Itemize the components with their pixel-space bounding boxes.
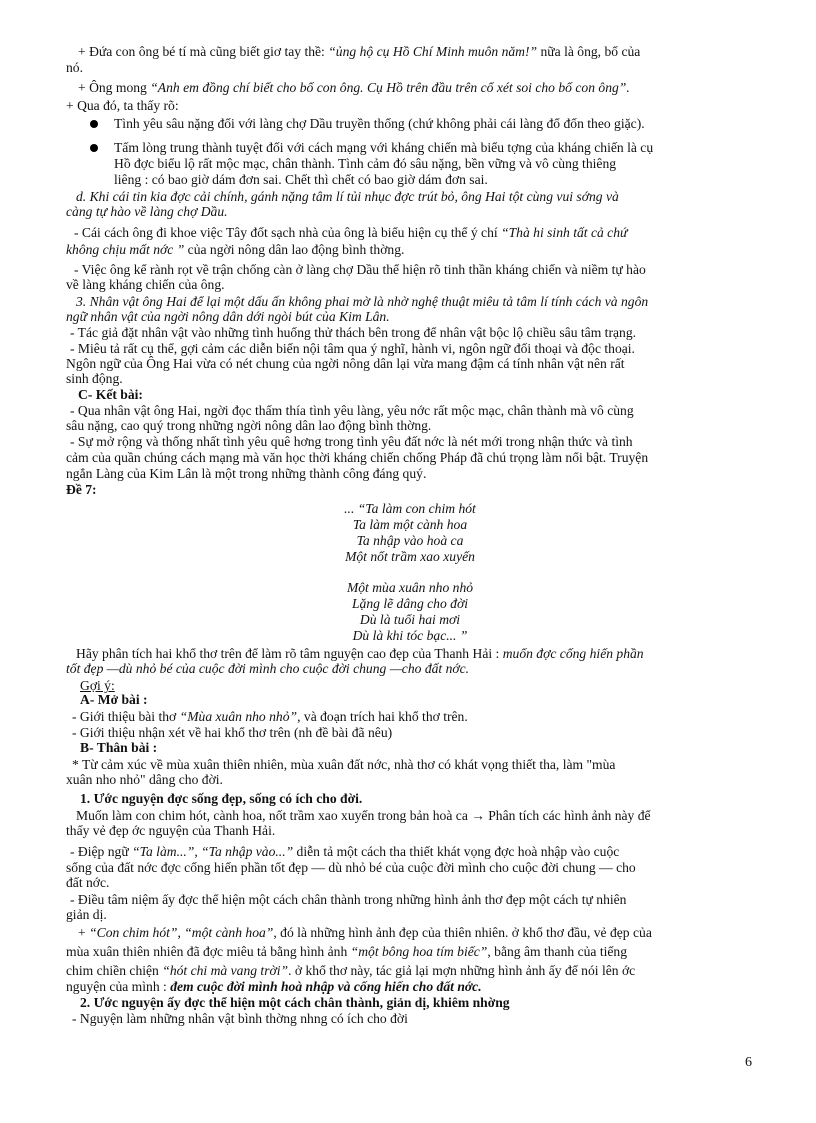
text-line: - Điều tâm niệm ấy đợc thể hiện một cách chân thành trong những hình ảnh thơ đẹp một cách tự nhiên <box>70 892 627 907</box>
arrow-right-icon: → <box>471 808 485 823</box>
text-line: chim chiền chiện “hót chi mà vang trời”. ở khổ thơ này, tác giả lại mợn những hình ảnh ấy để nói lên ớc <box>66 963 636 978</box>
text-line: + Ông mong “Anh em đồng chí biết cho bố con ông. Cụ Hồ trên đầu trên cổ xét soi cho bố con ông”. <box>78 80 630 95</box>
text-line: - Giới thiệu nhận xét về hai khổ thơ trên (nh đề bài đã nêu) <box>72 725 393 740</box>
poem-line: Dù là khi tóc bạc... ” <box>352 628 468 643</box>
text-line: - Qua nhân vật ông Hai, ngời đọc thấm thía tình yêu làng, yêu nớc rất mộc mạc, chân thành mà vô cùng <box>70 403 634 418</box>
text-line: - Tác giả đặt nhân vật vào những tình huống thử thách bên trong để nhân vật bộc lộ chiều sâu tâm trạng. <box>70 325 637 340</box>
bullet-item: Tình yêu sâu nặng đối với làng chợ Dầu truyền thống (chứ không phải cái làng đổ đốn theo giặc). <box>114 116 645 131</box>
text-line: ngắn Làng của Kim Lân là một trong những thành công đáng quý. <box>66 466 427 481</box>
text-line: sống của đất nớc đợc cống hiến phần tốt đẹp — dù nhỏ bé của cuộc đời mình cho cuộc đời chung — cho <box>66 860 636 875</box>
text-line: xuân nho nhỏ" dâng cho đời. <box>66 772 223 787</box>
bullet-icon <box>90 120 98 128</box>
text-line: không chịu mất nớc ” của ngời nông dân lao động bình thờng. <box>66 242 405 257</box>
text-line: giản dị. <box>66 907 107 922</box>
text-line: d. Khi cái tin kia đợc cải chính, gánh nặng tâm lí tủi nhục đợc trút bỏ, ông Hai tột cùng vui sớng và <box>76 189 619 204</box>
text-line: - Giới thiệu bài thơ “Mùa xuân nho nhỏ”, và đoạn trích hai khổ thơ trên. <box>72 709 468 724</box>
text-line: thấy vẻ đẹp ớc nguyện của Thanh Hải. <box>66 823 276 838</box>
poem-line: Một nốt trầm xao xuyến <box>345 549 475 564</box>
exercise-heading: Đề 7: <box>66 482 97 497</box>
poem-line: Ta làm một cành hoa <box>352 517 468 532</box>
text-line: - Miêu tả rất cụ thể, gợi cảm các diễn biến nội tâm qua ý nghĩ, hành vi, ngôn ngữ đối thoại và độc thoại. <box>70 341 635 356</box>
text-line: sinh động. <box>66 371 123 386</box>
sub-heading: 1. Ước nguyện đợc sống đẹp, sống có ích cho đời. <box>80 791 363 806</box>
bullet-icon <box>90 144 98 152</box>
text-line: - Điệp ngữ “Ta làm...”, “Ta nhập vào...” diễn tả một cách tha thiết khát vọng đợc hoà nhập vào cuộc <box>70 844 620 859</box>
text-line: Hồ đợc biểu lộ rất mộc mạc, chân thành. Tình cảm đó sâu nặng, bền vững và vô cùng thiêng <box>114 156 617 171</box>
poem-line: Dù là tuổi hai mơi <box>359 612 461 627</box>
sub-heading: 2. Ước nguyện ấy đợc thể hiện một cách chân thành, giản dị, khiêm nhờng <box>80 995 510 1010</box>
text-line: - Sự mở rộng và thống nhất tình yêu quê hơng trong tình yêu đất nớc là nét mới trong nhận thức và tình <box>70 434 633 449</box>
text-line: đất nớc. <box>66 875 110 890</box>
bullet-item: Tấm lòng trung thành tuyệt đối với cách mạng với kháng chiến mà biểu tợng của kháng chiến là cụ <box>114 140 654 155</box>
poem-line: ... “Ta làm con chim hót <box>344 501 476 516</box>
section-heading: C- Kết bài: <box>78 387 143 402</box>
text-line: nguyện của mình : đem cuộc đời mình hoà nhập và cống hiến cho đất nớc. <box>66 979 482 994</box>
section-heading: A- Mở bài : <box>80 692 148 707</box>
text-line: mùa xuân thiên nhiên đã đợc miêu tả bằng hình ảnh “một bông hoa tím biếc”, bằng âm thanh của tiếng <box>66 944 628 959</box>
text-line: 3. Nhân vật ông Hai để lại một dấu ấn không phai mờ là nhờ nghệ thuật miêu tả tâm lí tính cách và ngôn <box>76 294 649 309</box>
text-line: - Cái cách ông đi khoe việc Tây đốt sạch nhà của ông là biểu hiện cụ thể ý chí “Thà hi sinh tất cả chứ <box>74 225 628 240</box>
text-line: - Nguyện làm những nhân vật bình thờng nhng có ích cho đời <box>72 1011 408 1026</box>
text-line: * Từ cảm xúc về mùa xuân thiên nhiên, mùa xuân đất nớc, nhà thơ có khát vọng thiết tha, làm "mùa <box>72 757 616 772</box>
poem-line: Một mùa xuân nho nhỏ <box>346 580 474 595</box>
text-line: ngữ nhân vật của ngời nông dân dới ngòi bút của Kim Lân. <box>66 309 390 324</box>
page-number: 6 <box>745 1055 752 1070</box>
text-line: Gợi ý: <box>80 678 115 693</box>
text-line: liêng : có bao giờ dám đơn sai. Chết thì chết có bao giờ dám đơn sai. <box>114 172 488 187</box>
text-line: + Qua đó, ta thấy rõ: <box>66 98 179 113</box>
text-line: Hãy phân tích hai khổ thơ trên để làm rõ tâm nguyện cao đẹp của Thanh Hải : muốn đợc cống hiến phần <box>76 646 644 661</box>
text-line: sâu nặng, cao quý trong những ngời nông dân lao động bình thờng. <box>66 418 432 433</box>
text-line: + Đứa con ông bé tí mà cũng biết giơ tay thề: “ủng hộ cụ Hồ Chí Minh muôn năm!” nữa là ông, bố của <box>78 44 641 59</box>
text-line: tốt đẹp —dù nhỏ bé của cuộc đời mình cho cuộc đời chung —cho đất nớc. <box>66 661 470 676</box>
text-line: cảm của quần chúng cách mạng mà văn học thời kháng chiến chống Pháp đã chú trọng làm nổi bật. Truyện <box>66 450 649 465</box>
text-line: Muốn làm con chim hót, cành hoa, nốt trầm xao xuyến trong bản hoà ca → Phân tích các hình ảnh này để <box>76 808 651 823</box>
text-line: càng tự hào về làng chợ Dầu. <box>66 204 228 219</box>
text-line: Ngôn ngữ của Ông Hai vừa có nét chung của ngời nông dân lại vừa mang đậm cá tính nhân vật nên rất <box>66 356 625 371</box>
text-line: về làng kháng chiến của ông. <box>66 277 225 292</box>
text-line: nó. <box>66 60 83 75</box>
poem-line: Lặng lẽ dâng cho đời <box>352 596 468 611</box>
section-heading: B- Thân bài : <box>80 740 158 755</box>
poem-line: Ta nhập vào hoà ca <box>356 533 464 548</box>
text-line: + “Con chim hót”, “một cành hoa”, đó là những hình ảnh đẹp của thiên nhiên. ở khổ thơ đầu, vẻ đẹp của <box>78 925 652 940</box>
text-line: - Việc ông kể rành rọt về trận chống càn ở làng chợ Dầu thể hiện rõ tinh thần kháng chiến và niềm tự hào <box>74 262 646 277</box>
